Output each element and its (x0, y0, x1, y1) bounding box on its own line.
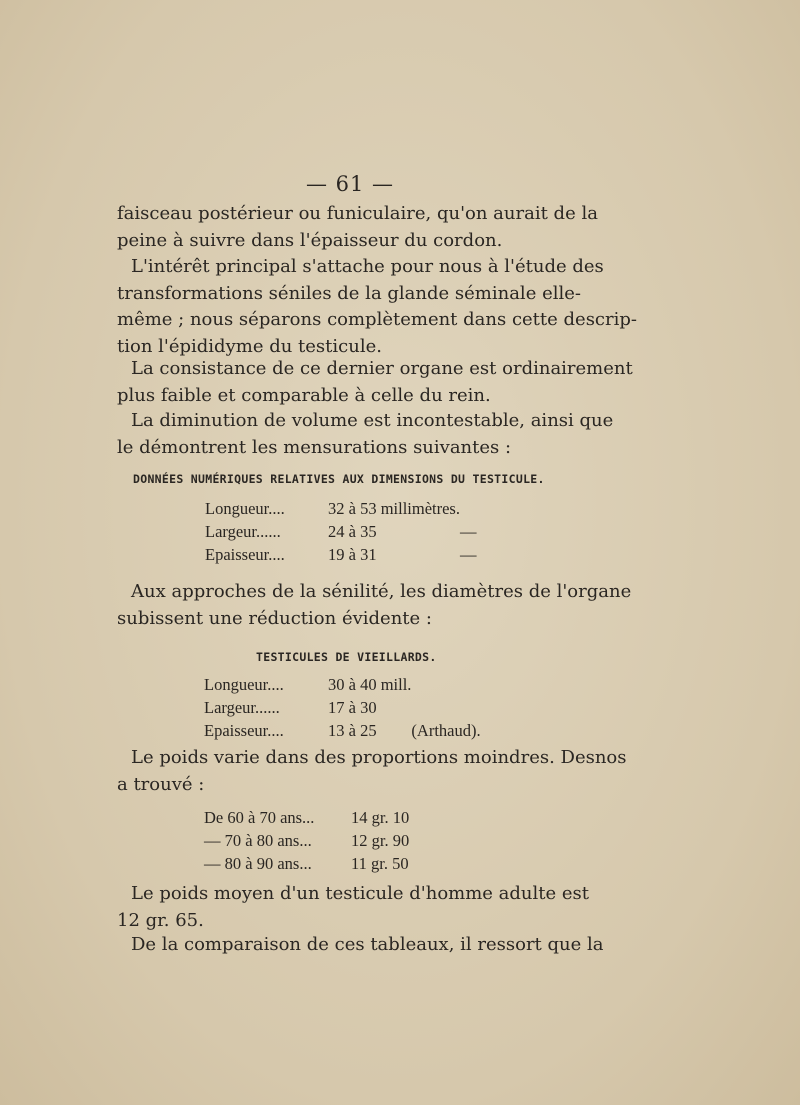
table-cell (460, 497, 477, 520)
text-line: le démontrent les mensurations suivantes : (117, 436, 512, 458)
table-cell: De 60 à 70 ans... (204, 807, 315, 827)
table-cell: 32 à 53 millimètres. (328, 498, 460, 518)
table-cell: 24 à 35 (328, 521, 377, 541)
paragraph-8 (117, 932, 604, 959)
table-2 (204, 673, 481, 742)
table-cell: Longueur.... (205, 498, 285, 518)
text-line: faisceau postérieur ou funiculaire, qu'on aurait de la (117, 203, 598, 224)
text-line: 12 gr. 65. (117, 909, 204, 931)
table-cell: Epaisseur.... (205, 544, 285, 564)
table-row (204, 852, 409, 875)
table-row (205, 497, 476, 520)
paragraph-6 (117, 745, 627, 798)
table-1 (205, 497, 476, 566)
text-line: La consistance de ce dernier organe est ordinairement (131, 358, 633, 379)
text-line: même ; nous séparons complètement dans cette descrip- (117, 309, 637, 330)
text-line: plus faible et comparable à celle du rein. (117, 384, 491, 406)
paragraph-1 (117, 201, 598, 254)
text-line: Aux approches de la sénilité, les diamètres de l'organe (131, 581, 632, 602)
paragraph-2 (117, 254, 637, 360)
text-line: transformations séniles de la glande séminale elle- (117, 282, 581, 304)
text-line: Le poids varie dans des proportions moindres. Desnos (131, 747, 627, 768)
table-1-caption: DONNÉES NUMÉRIQUES RELATIVES AUX DIMENSIONS DU TESTICULE. (133, 472, 545, 486)
table-cell: Longueur.... (204, 674, 284, 694)
table-row (204, 806, 409, 829)
table-cell: 11 gr. 50 (351, 853, 409, 873)
text-line: La diminution de volume est incontestable, ainsi que (131, 410, 614, 431)
table-cell: 30 à 40 mill. (328, 674, 412, 694)
table-cell: — 80 à 90 ans... (204, 853, 312, 873)
table-cell: — (459, 544, 477, 564)
table-cell: Largeur...... (204, 697, 280, 717)
paragraph-3 (117, 356, 633, 409)
table-cell: 19 à 31 (328, 544, 377, 564)
table-2-caption: TESTICULES DE VIEILLARDS. (256, 650, 437, 664)
text-line: a trouvé : (117, 773, 205, 795)
table-row (205, 520, 476, 543)
text-line: L'intérêt principal s'attache pour nous à l'étude des (131, 256, 604, 277)
text-line: Le poids moyen d'un testicule d'homme adulte est (131, 883, 590, 904)
table-row (205, 543, 476, 566)
page-number: — 61 — (305, 172, 395, 196)
text-line: tion l'épididyme du testicule. (117, 335, 382, 357)
paragraph-7 (117, 881, 590, 934)
table-row (204, 719, 481, 742)
table-cell: (Arthaud). (411, 720, 481, 740)
table-row (204, 829, 409, 852)
table-row (204, 696, 481, 719)
table-cell: 14 gr. 10 (351, 807, 410, 827)
table-cell: 13 à 25 (328, 720, 377, 740)
table-cell: — (459, 521, 477, 541)
table-cell: Epaisseur.... (204, 720, 284, 740)
paragraph-4 (117, 408, 614, 461)
text-line: peine à suivre dans l'épaisseur du cordon. (117, 229, 503, 251)
table-row (204, 673, 481, 696)
paragraph-5 (117, 579, 632, 632)
table-cell: — 70 à 80 ans... (204, 830, 312, 850)
text-line: De la comparaison de ces tableaux, il ressort que la (131, 934, 604, 955)
table-cell: Largeur...... (205, 521, 281, 541)
table-3 (204, 806, 409, 875)
table-cell: 12 gr. 90 (351, 830, 410, 850)
text-line: subissent une réduction évidente : (117, 607, 432, 629)
table-cell (411, 696, 480, 719)
table-cell (411, 673, 480, 696)
table-cell: 17 à 30 (328, 697, 377, 717)
